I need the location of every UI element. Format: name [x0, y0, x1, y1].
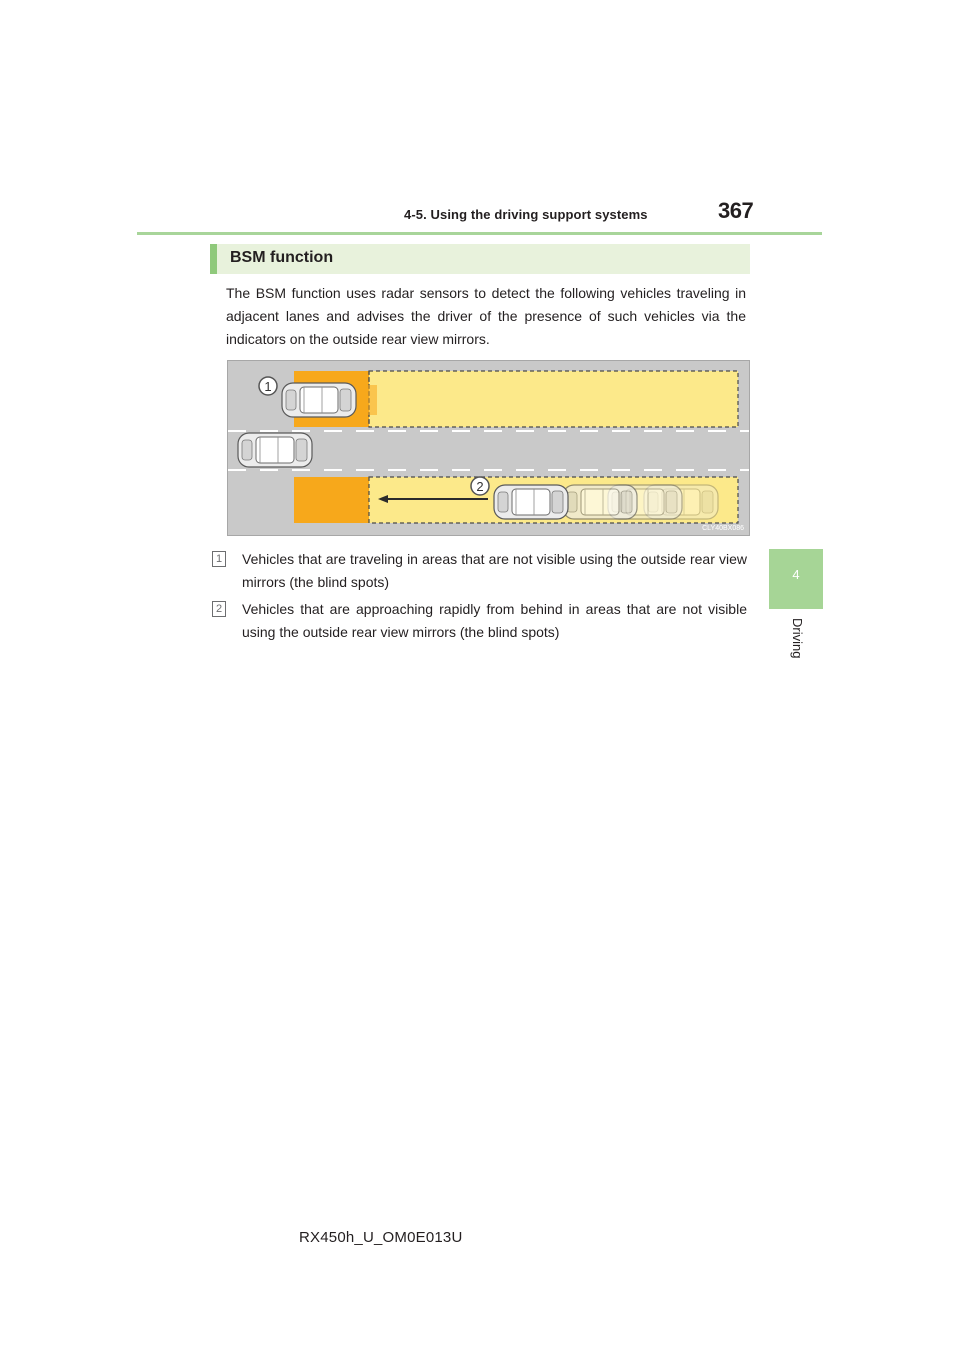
detected-car-upper [282, 383, 356, 417]
item-number-box: 2 [212, 601, 226, 617]
item-number-box: 1 [212, 551, 226, 567]
detection-zone-upper [369, 371, 738, 427]
manual-code: RX450h_U_OM0E013U [299, 1229, 463, 1246]
bsm-diagram-svg [228, 361, 749, 535]
own-vehicle [238, 433, 312, 467]
section-heading-bar [210, 244, 750, 274]
blind-spot-zone-lower [294, 477, 369, 523]
figure-code: CLY40BX086 [702, 525, 744, 532]
approaching-car [494, 485, 568, 519]
chapter-number: 4 [792, 567, 800, 582]
svg-text:2: 2 [476, 479, 484, 494]
intro-paragraph: The BSM function uses radar sensors to detect the following vehicles traveling in adjacent lanes and advises the driver of the presence of such vehicles via the indicators on the outside rear view mirrors. [226, 285, 746, 347]
page-number: 367 [718, 198, 754, 223]
bsm-illustration [227, 360, 750, 536]
section-title: BSM function [230, 249, 334, 266]
callout-1-icon [259, 377, 277, 395]
svg-text:1: 1 [264, 379, 272, 394]
header-section-title: 4-5. Using the driving support systems [404, 207, 648, 222]
item-text: Vehicles that are traveling in areas that are not visible using the outside rear view mirrors (the blind spots) [242, 551, 747, 590]
chapter-label: Driving [790, 618, 805, 659]
header-divider [137, 232, 822, 235]
item-text: Vehicles that are approaching rapidly from behind in areas that are not visible using the outside rear view mirrors (the blind spots) [242, 601, 747, 640]
chapter-tab [769, 549, 823, 609]
callout-2-icon [471, 477, 489, 495]
